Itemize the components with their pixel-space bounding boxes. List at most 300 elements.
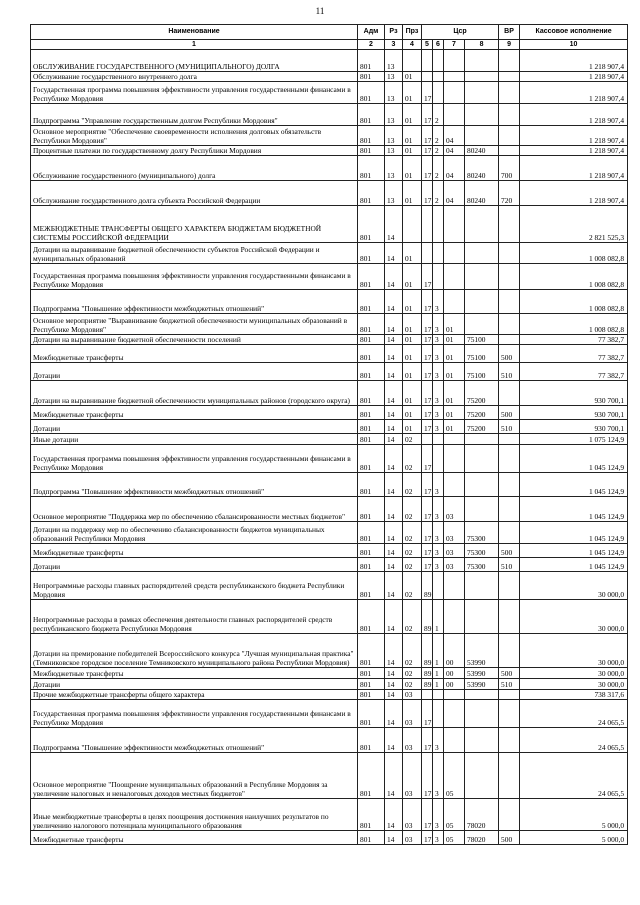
cell-csr-1: 17 bbox=[422, 544, 433, 558]
cell-rz: 14 bbox=[385, 679, 403, 690]
cell-csr-1 bbox=[422, 434, 433, 445]
cell-csr-2: 1 bbox=[433, 679, 444, 690]
cell-csr-4: 75100 bbox=[465, 335, 499, 345]
cell-name: Межбюджетные трансферты bbox=[31, 831, 358, 845]
cell-vr bbox=[499, 572, 520, 600]
cell-adm: 801 bbox=[358, 634, 385, 668]
cell-csr-4 bbox=[465, 572, 499, 600]
cell-prz: 02 bbox=[403, 434, 422, 445]
cell-adm: 801 bbox=[358, 82, 385, 104]
table-row bbox=[31, 156, 628, 181]
table-row bbox=[31, 50, 628, 72]
cell-csr-1: 17 bbox=[422, 406, 433, 420]
cell-name: Дотации на выравнивание бюджетной обеспеченности поселений bbox=[31, 335, 358, 345]
cell-csr-1: 17 bbox=[422, 156, 433, 181]
cell-csr-4: 80240 bbox=[465, 146, 499, 156]
cell-prz: 01 bbox=[403, 156, 422, 181]
cell-amount: 24 065,5 bbox=[520, 753, 628, 799]
cell-csr-1 bbox=[422, 206, 433, 243]
cell-vr bbox=[499, 522, 520, 544]
cell-csr-1: 17 bbox=[422, 799, 433, 831]
cell-csr-2: 3 bbox=[433, 522, 444, 544]
cell-csr-4 bbox=[465, 126, 499, 146]
cell-vr: 510 bbox=[499, 558, 520, 572]
cell-csr-4: 75200 bbox=[465, 420, 499, 434]
table-row bbox=[31, 264, 628, 290]
table-row bbox=[31, 572, 628, 600]
cell-csr-2: 3 bbox=[433, 497, 444, 522]
cell-csr-4 bbox=[465, 473, 499, 497]
cell-adm: 801 bbox=[358, 345, 385, 363]
cell-csr-3: 05 bbox=[444, 831, 465, 845]
cell-vr bbox=[499, 600, 520, 634]
cell-csr-1: 17 bbox=[422, 363, 433, 381]
cell-adm: 801 bbox=[358, 831, 385, 845]
cell-adm: 801 bbox=[358, 156, 385, 181]
cell-csr-2: 3 bbox=[433, 363, 444, 381]
cell-csr-1: 17 bbox=[422, 181, 433, 206]
cell-adm: 801 bbox=[358, 406, 385, 420]
cell-prz: 01 bbox=[403, 335, 422, 345]
cell-amount: 1 008 082,8 bbox=[520, 290, 628, 314]
cell-csr-3 bbox=[444, 50, 465, 72]
cell-name: Межбюджетные трансферты bbox=[31, 406, 358, 420]
cell-csr-2: 2 bbox=[433, 181, 444, 206]
cell-adm: 801 bbox=[358, 290, 385, 314]
cell-csr-3 bbox=[444, 243, 465, 264]
cell-amount: 1 218 907,4 bbox=[520, 181, 628, 206]
cell-csr-2: 3 bbox=[433, 753, 444, 799]
cell-adm: 801 bbox=[358, 728, 385, 753]
cell-csr-3 bbox=[444, 445, 465, 473]
cell-adm: 801 bbox=[358, 445, 385, 473]
cell-csr-4 bbox=[465, 104, 499, 126]
header-rz: Рз bbox=[385, 25, 403, 40]
cell-vr: 700 bbox=[499, 156, 520, 181]
cell-name: Государственная программа повышения эффективности управления государственными финансами в Республике Мордовия bbox=[31, 700, 358, 728]
cell-rz: 14 bbox=[385, 668, 403, 679]
table-row bbox=[31, 753, 628, 799]
cell-rz: 14 bbox=[385, 799, 403, 831]
cell-csr-3: 00 bbox=[444, 634, 465, 668]
cell-csr-3: 03 bbox=[444, 544, 465, 558]
cell-csr-3 bbox=[444, 290, 465, 314]
cell-name: Дотации на выравнивание бюджетной обеспеченности муниципальных районов (городского округа) bbox=[31, 381, 358, 406]
cell-vr: 500 bbox=[499, 668, 520, 679]
cell-amount: 1 218 907,4 bbox=[520, 72, 628, 82]
cell-prz: 02 bbox=[403, 445, 422, 473]
cell-prz: 01 bbox=[403, 290, 422, 314]
cell-csr-3: 03 bbox=[444, 558, 465, 572]
cell-csr-1: 89 bbox=[422, 572, 433, 600]
cell-csr-1: 17 bbox=[422, 445, 433, 473]
cell-prz: 01 bbox=[403, 126, 422, 146]
cell-name: Обслуживание государственного долга субъекта Российской Федерации bbox=[31, 181, 358, 206]
cell-csr-2: 3 bbox=[433, 335, 444, 345]
cell-vr bbox=[499, 753, 520, 799]
cell-csr-3 bbox=[444, 473, 465, 497]
cell-amount: 1 218 907,4 bbox=[520, 156, 628, 181]
cell-name: Межбюджетные трансферты bbox=[31, 345, 358, 363]
cell-adm: 801 bbox=[358, 420, 385, 434]
cell-prz: 02 bbox=[403, 473, 422, 497]
cell-csr-4 bbox=[465, 243, 499, 264]
table-row bbox=[31, 445, 628, 473]
cell-adm: 801 bbox=[358, 206, 385, 243]
cell-csr-1: 17 bbox=[422, 126, 433, 146]
cell-csr-2: 1 bbox=[433, 668, 444, 679]
table-row bbox=[31, 181, 628, 206]
cell-name: Иные межбюджетные трансферты в целях поощрения достижения наилучших результатов по увеличению налогового потенциала муниципального образования bbox=[31, 799, 358, 831]
table-row bbox=[31, 381, 628, 406]
cell-rz: 14 bbox=[385, 206, 403, 243]
table-row bbox=[31, 206, 628, 243]
cell-csr-3 bbox=[444, 264, 465, 290]
cell-csr-3: 04 bbox=[444, 181, 465, 206]
cell-rz: 13 bbox=[385, 156, 403, 181]
cell-csr-2: 2 bbox=[433, 146, 444, 156]
cell-name: Подпрограмма "Управление государственным долгом Республики Мордовия" bbox=[31, 104, 358, 126]
cell-name: ОБСЛУЖИВАНИЕ ГОСУДАРСТВЕННОГО (МУНИЦИПАЛЬНОГО) ДОЛГА bbox=[31, 50, 358, 72]
cell-csr-4 bbox=[465, 434, 499, 445]
cell-amount: 1 045 124,9 bbox=[520, 497, 628, 522]
cell-prz: 01 bbox=[403, 104, 422, 126]
cell-csr-3 bbox=[444, 104, 465, 126]
cell-vr: 510 bbox=[499, 363, 520, 381]
cell-adm: 801 bbox=[358, 363, 385, 381]
cell-name: Государственная программа повышения эффективности управления государственными финансами в Республике Мордовия bbox=[31, 82, 358, 104]
cell-rz: 14 bbox=[385, 497, 403, 522]
cell-vr: 510 bbox=[499, 679, 520, 690]
cell-rz: 13 bbox=[385, 72, 403, 82]
cell-csr-2: 3 bbox=[433, 831, 444, 845]
cell-csr-4: 80240 bbox=[465, 181, 499, 206]
cell-csr-3 bbox=[444, 82, 465, 104]
cell-prz: 01 bbox=[403, 406, 422, 420]
cell-csr-1: 17 bbox=[422, 558, 433, 572]
header-row bbox=[31, 25, 628, 40]
cell-csr-1: 17 bbox=[422, 381, 433, 406]
cell-vr bbox=[499, 290, 520, 314]
cell-name: Основное мероприятие "Поддержка мер по обеспечению сбалансированности местных бюджетов" bbox=[31, 497, 358, 522]
cell-rz: 14 bbox=[385, 434, 403, 445]
cell-rz: 13 bbox=[385, 146, 403, 156]
cell-csr-4: 80240 bbox=[465, 156, 499, 181]
cell-adm: 801 bbox=[358, 668, 385, 679]
cell-csr-2 bbox=[433, 82, 444, 104]
cell-csr-3: 04 bbox=[444, 156, 465, 181]
cell-csr-4: 53990 bbox=[465, 634, 499, 668]
cell-adm: 801 bbox=[358, 335, 385, 345]
cell-amount: 1 045 124,9 bbox=[520, 473, 628, 497]
cell-csr-1: 17 bbox=[422, 497, 433, 522]
cell-prz: 02 bbox=[403, 544, 422, 558]
cell-name: Государственная программа повышения эффективности управления государственными финансами в Республике Мордовия bbox=[31, 264, 358, 290]
cell-rz: 14 bbox=[385, 445, 403, 473]
cell-rz: 14 bbox=[385, 243, 403, 264]
cell-adm: 801 bbox=[358, 690, 385, 700]
cell-csr-1: 17 bbox=[422, 700, 433, 728]
cell-vr: 500 bbox=[499, 831, 520, 845]
col-number: 7 bbox=[444, 40, 465, 50]
cell-csr-3 bbox=[444, 690, 465, 700]
cell-csr-4 bbox=[465, 445, 499, 473]
cell-csr-1: 17 bbox=[422, 264, 433, 290]
cell-vr bbox=[499, 445, 520, 473]
cell-csr-2: 3 bbox=[433, 290, 444, 314]
cell-csr-2: 3 bbox=[433, 420, 444, 434]
cell-csr-3: 00 bbox=[444, 668, 465, 679]
cell-adm: 801 bbox=[358, 679, 385, 690]
cell-vr: 500 bbox=[499, 544, 520, 558]
cell-prz bbox=[403, 50, 422, 72]
cell-amount: 1 045 124,9 bbox=[520, 558, 628, 572]
cell-prz: 03 bbox=[403, 690, 422, 700]
cell-amount: 1 008 082,8 bbox=[520, 264, 628, 290]
table-row bbox=[31, 420, 628, 434]
cell-adm: 801 bbox=[358, 558, 385, 572]
cell-adm: 801 bbox=[358, 497, 385, 522]
cell-amount: 1 218 907,4 bbox=[520, 50, 628, 72]
cell-amount: 5 000,0 bbox=[520, 799, 628, 831]
cell-amount: 738 317,6 bbox=[520, 690, 628, 700]
cell-csr-1: 17 bbox=[422, 104, 433, 126]
cell-rz: 14 bbox=[385, 473, 403, 497]
cell-vr bbox=[499, 690, 520, 700]
cell-csr-2: 3 bbox=[433, 345, 444, 363]
col-number: 8 bbox=[465, 40, 499, 50]
cell-adm: 801 bbox=[358, 434, 385, 445]
cell-csr-1: 89 bbox=[422, 668, 433, 679]
cell-adm: 801 bbox=[358, 243, 385, 264]
cell-rz: 14 bbox=[385, 572, 403, 600]
cell-rz: 14 bbox=[385, 831, 403, 845]
cell-csr-1: 17 bbox=[422, 728, 433, 753]
cell-csr-1: 17 bbox=[422, 290, 433, 314]
cell-csr-1: 17 bbox=[422, 831, 433, 845]
table-row bbox=[31, 82, 628, 104]
col-number: 4 bbox=[403, 40, 422, 50]
cell-rz: 14 bbox=[385, 406, 403, 420]
cell-adm: 801 bbox=[358, 700, 385, 728]
cell-rz: 14 bbox=[385, 700, 403, 728]
cell-csr-1: 17 bbox=[422, 146, 433, 156]
cell-rz: 14 bbox=[385, 381, 403, 406]
cell-csr-2: 3 bbox=[433, 314, 444, 335]
cell-vr: 720 bbox=[499, 181, 520, 206]
cell-csr-3 bbox=[444, 728, 465, 753]
budget-execution-table bbox=[30, 24, 628, 845]
cell-amount: 77 382,7 bbox=[520, 335, 628, 345]
cell-csr-1: 89 bbox=[422, 634, 433, 668]
table-row bbox=[31, 290, 628, 314]
cell-csr-4: 75300 bbox=[465, 544, 499, 558]
cell-csr-3: 05 bbox=[444, 799, 465, 831]
cell-vr bbox=[499, 497, 520, 522]
cell-name: МЕЖБЮДЖЕТНЫЕ ТРАНСФЕРТЫ ОБЩЕГО ХАРАКТЕРА БЮДЖЕТАМ БЮДЖЕТНОЙ СИСТЕМЫ РОССИЙСКОЙ ФЕДЕРАЦИИ bbox=[31, 206, 358, 243]
cell-rz: 14 bbox=[385, 290, 403, 314]
cell-csr-2 bbox=[433, 50, 444, 72]
cell-csr-4 bbox=[465, 50, 499, 72]
cell-amount: 1 218 907,4 bbox=[520, 82, 628, 104]
cell-prz: 01 bbox=[403, 314, 422, 335]
cell-adm: 801 bbox=[358, 314, 385, 335]
cell-name: Межбюджетные трансферты bbox=[31, 544, 358, 558]
cell-csr-2: 3 bbox=[433, 728, 444, 753]
cell-name: Непрограммные расходы в рамках обеспечения деятельности главных распорядителей средств республиканского бюджета Республики Мордовия bbox=[31, 600, 358, 634]
cell-rz: 14 bbox=[385, 345, 403, 363]
cell-csr-4: 75200 bbox=[465, 406, 499, 420]
cell-name: Основное мероприятие "Поощрение муниципальных образований в Республике Мордовия за увеличение налоговых и неналоговых доходов местных бюджетов" bbox=[31, 753, 358, 799]
cell-amount: 930 700,1 bbox=[520, 406, 628, 420]
header-prz: Прз bbox=[403, 25, 422, 40]
cell-csr-1: 17 bbox=[422, 314, 433, 335]
cell-name: Подпрограмма "Повышение эффективности межбюджетных отношений" bbox=[31, 290, 358, 314]
cell-csr-4 bbox=[465, 290, 499, 314]
cell-name: Подпрограмма "Повышение эффективности межбюджетных отношений" bbox=[31, 728, 358, 753]
cell-prz: 01 bbox=[403, 82, 422, 104]
cell-prz: 02 bbox=[403, 522, 422, 544]
cell-prz: 02 bbox=[403, 572, 422, 600]
cell-csr-2 bbox=[433, 206, 444, 243]
cell-vr bbox=[499, 314, 520, 335]
cell-csr-3: 01 bbox=[444, 363, 465, 381]
col-number: 3 bbox=[385, 40, 403, 50]
cell-csr-2: 3 bbox=[433, 381, 444, 406]
cell-csr-2: 3 bbox=[433, 558, 444, 572]
cell-amount: 1 218 907,4 bbox=[520, 104, 628, 126]
cell-csr-2 bbox=[433, 700, 444, 728]
cell-amount: 30 000,0 bbox=[520, 668, 628, 679]
cell-prz: 02 bbox=[403, 679, 422, 690]
cell-rz: 14 bbox=[385, 600, 403, 634]
cell-vr bbox=[499, 146, 520, 156]
cell-amount: 1 045 124,9 bbox=[520, 522, 628, 544]
cell-amount: 24 065,5 bbox=[520, 700, 628, 728]
table-row bbox=[31, 473, 628, 497]
table-row bbox=[31, 363, 628, 381]
cell-amount: 2 821 525,3 bbox=[520, 206, 628, 243]
cell-csr-2: 2 bbox=[433, 126, 444, 146]
cell-rz: 13 bbox=[385, 104, 403, 126]
cell-name: Обслуживание государственного (муниципального) долга bbox=[31, 156, 358, 181]
table-row bbox=[31, 799, 628, 831]
cell-csr-4 bbox=[465, 82, 499, 104]
cell-adm: 801 bbox=[358, 522, 385, 544]
cell-csr-3 bbox=[444, 72, 465, 82]
cell-name: Процентные платежи по государственному долгу Республики Мордовия bbox=[31, 146, 358, 156]
cell-amount: 5 000,0 bbox=[520, 831, 628, 845]
cell-csr-3 bbox=[444, 572, 465, 600]
cell-rz: 14 bbox=[385, 728, 403, 753]
cell-prz: 01 bbox=[403, 72, 422, 82]
cell-csr-3: 01 bbox=[444, 406, 465, 420]
cell-amount: 30 000,0 bbox=[520, 600, 628, 634]
cell-vr: 500 bbox=[499, 345, 520, 363]
table-row bbox=[31, 406, 628, 420]
cell-csr-4: 75100 bbox=[465, 363, 499, 381]
cell-csr-1: 17 bbox=[422, 522, 433, 544]
cell-csr-2 bbox=[433, 445, 444, 473]
cell-vr bbox=[499, 434, 520, 445]
cell-adm: 801 bbox=[358, 126, 385, 146]
cell-rz: 13 bbox=[385, 181, 403, 206]
cell-csr-3 bbox=[444, 434, 465, 445]
cell-csr-4: 78020 bbox=[465, 831, 499, 845]
cell-csr-3: 03 bbox=[444, 522, 465, 544]
cell-csr-1: 89 bbox=[422, 679, 433, 690]
col-number: 9 bbox=[499, 40, 520, 50]
cell-amount: 930 700,1 bbox=[520, 420, 628, 434]
cell-vr bbox=[499, 700, 520, 728]
cell-csr-3: 01 bbox=[444, 314, 465, 335]
cell-prz: 03 bbox=[403, 728, 422, 753]
cell-rz: 14 bbox=[385, 264, 403, 290]
cell-csr-2: 3 bbox=[433, 473, 444, 497]
cell-vr bbox=[499, 728, 520, 753]
table-row bbox=[31, 104, 628, 126]
cell-amount: 1 075 124,9 bbox=[520, 434, 628, 445]
cell-adm: 801 bbox=[358, 181, 385, 206]
cell-rz: 14 bbox=[385, 314, 403, 335]
cell-prz: 02 bbox=[403, 600, 422, 634]
page-number: 11 bbox=[315, 6, 325, 16]
table-row bbox=[31, 728, 628, 753]
table-row bbox=[31, 146, 628, 156]
cell-csr-2: 2 bbox=[433, 156, 444, 181]
cell-csr-4: 78020 bbox=[465, 799, 499, 831]
header-adm: Адм bbox=[358, 25, 385, 40]
cell-prz: 02 bbox=[403, 558, 422, 572]
cell-prz: 01 bbox=[403, 381, 422, 406]
cell-adm: 801 bbox=[358, 381, 385, 406]
cell-csr-4 bbox=[465, 206, 499, 243]
cell-csr-3: 00 bbox=[444, 679, 465, 690]
cell-csr-2: 3 bbox=[433, 799, 444, 831]
cell-adm: 801 bbox=[358, 264, 385, 290]
cell-csr-2: 1 bbox=[433, 600, 444, 634]
cell-csr-4 bbox=[465, 728, 499, 753]
header-name: Наименование bbox=[31, 25, 358, 40]
cell-name: Иные дотации bbox=[31, 434, 358, 445]
cell-adm: 801 bbox=[358, 72, 385, 82]
table-row bbox=[31, 690, 628, 700]
cell-rz: 13 bbox=[385, 50, 403, 72]
cell-amount: 1 045 124,9 bbox=[520, 445, 628, 473]
cell-name: Дотации на премирование победителей Всероссийского конкурса "Лучшая муниципальная практика" (Темниковское городское поселение Темниковского муниципального района Республики Мордовия) bbox=[31, 634, 358, 668]
cell-prz: 01 bbox=[403, 420, 422, 434]
cell-csr-3: 05 bbox=[444, 753, 465, 799]
table-row bbox=[31, 700, 628, 728]
cell-prz bbox=[403, 206, 422, 243]
cell-vr bbox=[499, 82, 520, 104]
cell-adm: 801 bbox=[358, 104, 385, 126]
cell-csr-4 bbox=[465, 314, 499, 335]
table-row bbox=[31, 668, 628, 679]
cell-vr bbox=[499, 381, 520, 406]
cell-csr-4: 75100 bbox=[465, 345, 499, 363]
cell-amount: 30 000,0 bbox=[520, 679, 628, 690]
cell-prz: 01 bbox=[403, 264, 422, 290]
cell-csr-2 bbox=[433, 243, 444, 264]
cell-rz: 14 bbox=[385, 558, 403, 572]
cell-rz: 14 bbox=[385, 634, 403, 668]
table-row bbox=[31, 600, 628, 634]
cell-prz: 01 bbox=[403, 243, 422, 264]
cell-csr-4 bbox=[465, 753, 499, 799]
cell-vr bbox=[499, 799, 520, 831]
cell-vr bbox=[499, 104, 520, 126]
